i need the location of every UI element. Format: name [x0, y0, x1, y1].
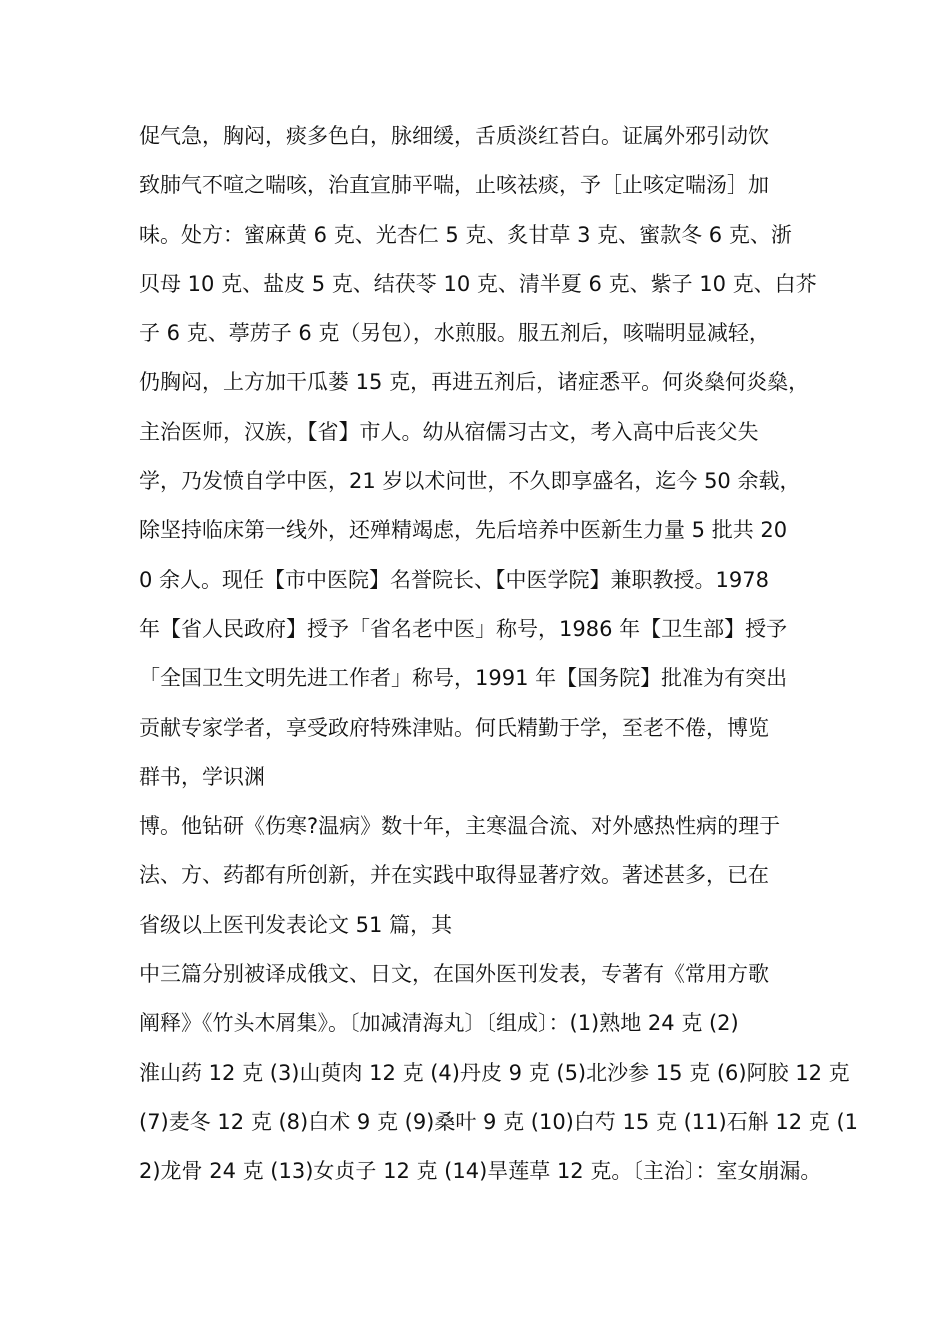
- body-text: [139, 112, 859, 1197]
- text-line: 促气急，胸闷，痰多色白，脉细缓，舌质淡红苔白。证属外邪引动饮: [139, 124, 769, 148]
- text-line: 贡献专家学者，享受政府特殊津贴。何氏精勤于学，至老不倦，博览: [139, 715, 769, 740]
- text-line: 法、方、药都有所创新，并在实践中取得显著疗效。著述甚多，已在: [139, 863, 769, 888]
- text-line: 学，乃发愤自学中医，21 岁以术问世，不久即享盛名，迄今 50 余载，: [139, 469, 801, 494]
- text-line: 子 6 克、葶苈子 6 克（另包），水煎服。服五剂后，咳喘明显减轻，: [139, 321, 770, 346]
- text-line: (7)麦冬 12 克 (8)白术 9 克 (9)桑叶 9 克 (10)白芍 15 克 (11)石斛 12 克 (1: [139, 1109, 859, 1134]
- text-line: 仍胸闷，上方加干瓜蒌 15 克，再进五剂后，诸症悉平。何炎燊何炎燊，: [139, 370, 810, 395]
- text-line: 淮山药 12 克 (3)山萸肉 12 克 (4)丹皮 9 克 (5)北沙参 15 克 (6)阿胶 12 克: [139, 1060, 850, 1085]
- text-line: 0 余人。现任【市中医院】名誉院长、【中医学院】兼职教授。1978: [139, 567, 769, 592]
- text-line: 味。处方：蜜麻黄 6 克、光杏仁 5 克、炙甘草 3 克、蜜款冬 6 克、浙: [139, 222, 792, 247]
- text-line: 群书，学识渊: [139, 764, 265, 789]
- text-line: 省级以上医刊发表论文 51 篇，其: [139, 912, 453, 937]
- text-line: 除坚持临床第一线外，还殚精竭虑，先后培养中医新生力量 5 批共 20: [139, 518, 788, 543]
- text-line: 主治医师，汉族，【省】市人。幼从宿儒习古文，考入高中后丧父失: [139, 419, 759, 444]
- text-line: 博。他钻研《伤寒?温病》数十年，主寒温合流、对外感热性病的理于: [139, 814, 781, 839]
- text-line: 中三篇分别被译成俄文、日文，在国外医刊发表，专著有《常用方歌: [139, 962, 769, 987]
- text-line: 年【省人民政府】授予「省名老中医」称号，1986 年【卫生部】授予: [139, 616, 788, 641]
- text-line: 贝母 10 克、盐皮 5 克、结茯苓 10 克、清半夏 6 克、紫子 10 克、白芥: [139, 271, 817, 296]
- text-line: 2)龙骨 24 克 (13)女贞子 12 克 (14)旱莲草 12 克。〔主治〕：室女崩漏。: [139, 1159, 822, 1184]
- text-line: 阐释》《竹头木屑集》。〔加减清海丸〕〔组成〕：(1)熟地 24 克 (2): [139, 1011, 739, 1036]
- text-line: 「全国卫生文明先进工作者」称号，1991 年【国务院】批准为有突出: [139, 666, 788, 691]
- text-line: 致肺气不喧之喘咳，治直宣肺平喘，止咳祛痰，予［止咳定喘汤］加: [139, 173, 769, 198]
